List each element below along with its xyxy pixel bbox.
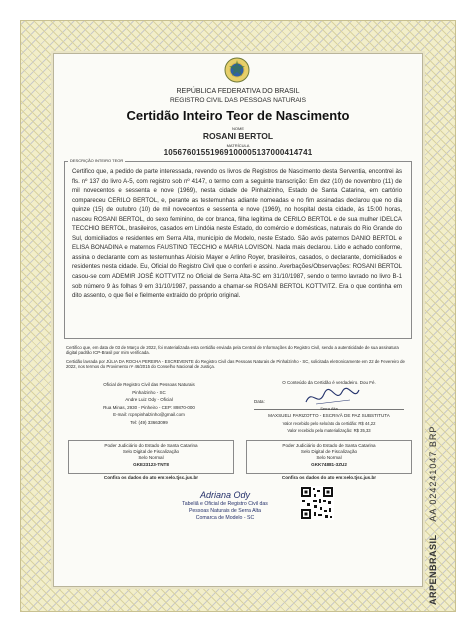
- stamp-line2: Pessoas Naturais de Serra Alta: [188, 508, 262, 514]
- office-block: [74, 381, 224, 427]
- note-1: Certifico que, em data de 03 de Março de 2022, foi materializada esta certidão enviada pela Central de Informações do Registro Civil, sendo a autenticidade de sua assinatura digital padrão ICP-Brasil por mim verificada.: [66, 345, 399, 356]
- date-label: Data:: [254, 399, 265, 404]
- republic-header: REPÚBLICA FEDERATIVA DO BRASIL: [176, 88, 300, 95]
- seal-right-line3: Selo Normal: [316, 455, 342, 461]
- stamp-line3: Comarca de Modelo - SC: [195, 515, 255, 521]
- side-serial: AA 024241047 BRP: [428, 425, 438, 522]
- description-label: DESCRIÇÃO INTEIRO TEOR: [70, 158, 124, 163]
- seal-right-confirm: Confira os dados do ato em:selo.tjsc.jus.br: [281, 475, 377, 480]
- attestation-caption: O Conteúdo da Certidão é verdadeiro. Dou Fé.: [282, 380, 376, 385]
- seal-left-confirm: Confira os dados do ato em:selo.tjsc.jus.br: [103, 475, 199, 480]
- office-email: E-mail: rcpnpinhalzinho@gmail.com: [113, 412, 185, 418]
- qr-code-icon: [300, 486, 334, 520]
- seal-left-line2: Selo Digital de Fiscalização: [122, 449, 180, 455]
- fee-line-2: Valor recebido pela materialização: R$ 35,33: [287, 428, 371, 433]
- seal-right-line1: Poder Judiciário do Estado de Santa Catarina: [282, 443, 376, 448]
- notary-stamp: [150, 490, 300, 522]
- note-2: Certidão lavrada por JÚLIA DA ROCHA PEREIRA - ESCREVENTE do Registro Civil das Pessoas Naturais de Pinhalzinho - SC, solicitada eletronicamente em 22 de Fevereiro de 2022, nos termos do Provimento nº 46/2015 do Conselho Nacional de Justiça.: [66, 359, 405, 370]
- signer-name: MAXSUELI PARIZOTTO - ESCRIVÃ DE PAZ SUBSTITUTA: [268, 413, 390, 418]
- side-brand: [428, 426, 438, 605]
- coat-of-arms-icon: [223, 56, 251, 84]
- document-title: Certidão Inteiro Teor de Nascimento: [126, 108, 350, 123]
- seal-left-code: GKE23123-TNT8: [133, 461, 169, 467]
- office-official: Andre Luiz Ody - Oficial: [125, 397, 173, 403]
- seal-right-code: GKK74881-3ZU2: [311, 461, 347, 467]
- person-name: ROSANI BERTOL: [202, 131, 274, 141]
- description-text: Certifico que, a pedido de parte interessada, revendo os livros de Registros de Nascimento desta Serventia, encontrei às fls. nº 137 do livro A-5, com registro sob nº 4147, o termo com a seguinte transcrição: Em dez (10) de novembro (11) de mil novecentos e sessenta e nove (1969), nesta cidade de Pinhalzinho, Estado de Santa Catarina, em cartório compareceu CERILO BERTOL, e, perante as testemunhas adiante nomeadas e no fim assinadas declarou que no dia quinze (15) de outubro (10) de mil novecentos e sessenta e nove (1969), no hospital desta cidade, às 15:00 horas, nasceu ROSANI BERTOL, do sexo feminino, de cor branca, filha legítima de CERILO BERTOL e de sua mulher IDELCA TECCHIO BERTOL, brasileiros, casados em Lindóia neste Estado, do comércio e domésticas, naturais do Rio Grande do Sul, domiciliados e residentes em Serra Alta, município de Modelo, neste Estado. São avós paternos DANIO BERTOL e ELISA BONADINA e maternos FAUSTINO TECCHIO e MARIA LOVISON. Nada mais declarou. Lido e achado conforme, assina o declarante com as testemunhas Aloisio Mayer e Arlino Royer, brasileiros, casados, o declarante, domiciliados e residentes nesta cidade. Eu, Oficial do Registro Civil que o conferi e assino. Averbações/Observações: ROSANI BERTOL casou-se com ADEMIR JOSÉ KOTTVITZ no Oficial de Serra Alta-SC em 31/10/1987, sendo o termo lavrado no livro B-1 sob número 9 às folhas 9 em 31/10/1987, passando a chamar-se ROSANI BERTOL KOTTVITZ. Era o que continha em dito assento, o que fiel e fielmente extraído do próprio original.: [72, 168, 402, 300]
- stamp-line1: Tabeliã e Oficial de Registro Civil das: [182, 501, 268, 507]
- seal-box-left: [68, 440, 234, 474]
- fee-line: Valor recebido pelo selo/ato da certidão: R$ 44,22: [282, 421, 376, 426]
- certificate-paper: [53, 53, 423, 587]
- office-phone: Tel: (49) 33663099: [130, 419, 168, 425]
- seal-right-line2: Selo Digital de Fiscalização: [300, 449, 358, 455]
- seal-left-line3: Selo Normal: [138, 455, 164, 461]
- seal-left-line1: Poder Judiciário do Estado de Santa Catarina: [104, 443, 198, 448]
- side-brand-text: ARPENBRASIL: [428, 534, 438, 605]
- signer-place: Serra Alta: [320, 406, 338, 411]
- office-name: Oficial de Registro Civil das Pessoas Naturais: [103, 382, 195, 387]
- registry-header: REGISTRO CIVIL DAS PESSOAS NATURAIS: [170, 97, 306, 104]
- office-city: Pinhalzinho - SC: [132, 389, 166, 395]
- matricula-number: 10567601551969100005137000414741: [163, 148, 313, 157]
- stamp-name: Adriana Ody: [199, 490, 251, 500]
- matricula-label: MATRÍCULA: [226, 143, 250, 148]
- office-address: Rua Minas, 2930 - Pinheiro - CEP: 89870-000: [103, 404, 195, 410]
- seal-box-right: [246, 440, 412, 474]
- name-label: NOME: [232, 126, 244, 131]
